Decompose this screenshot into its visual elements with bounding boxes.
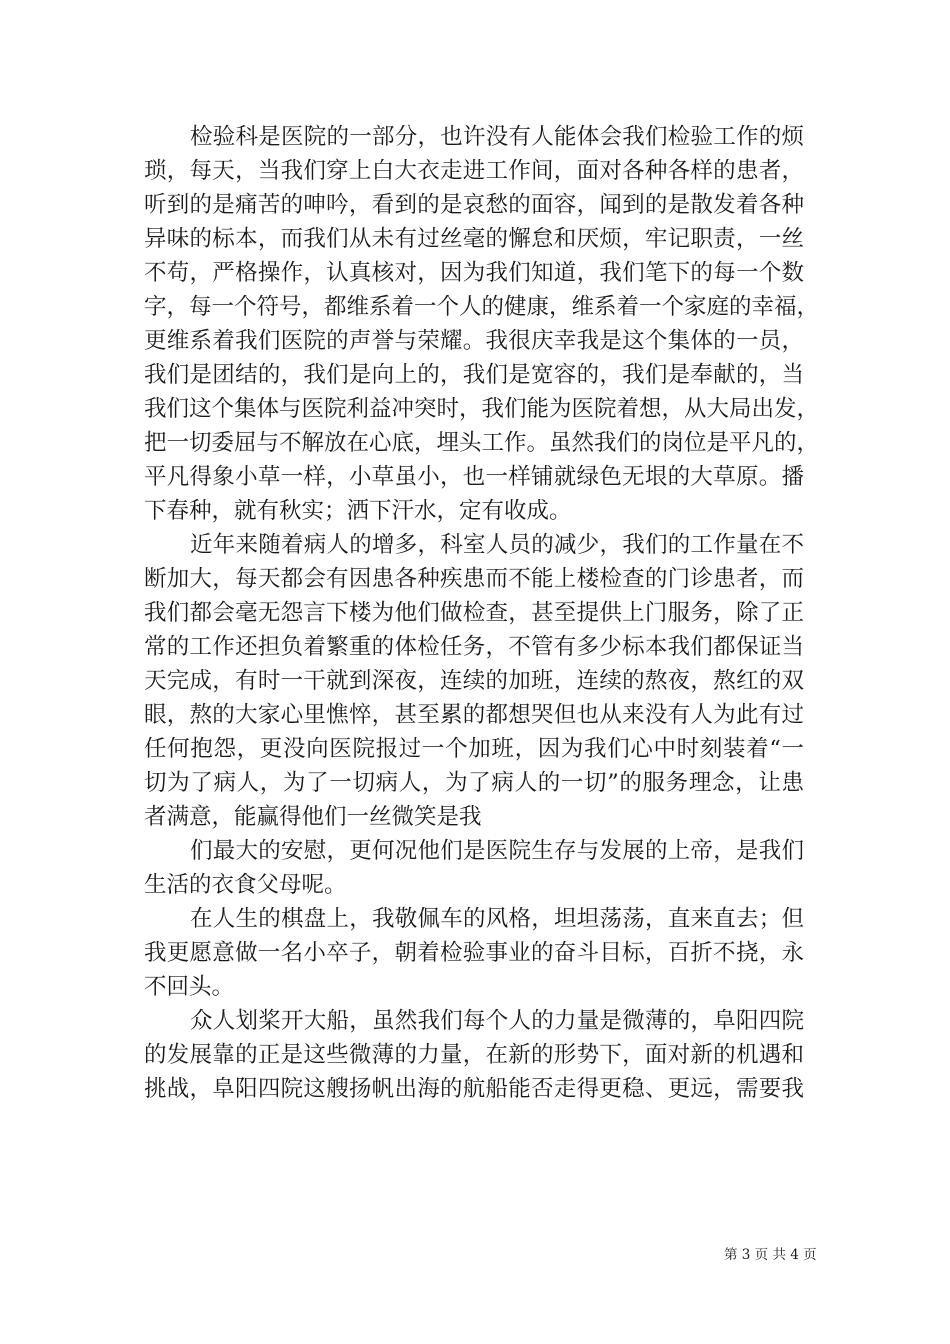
text-line: 把一切委屈与不解放在心底，埋头工作。虽然我们的岗位是平凡的， <box>144 430 820 456</box>
page-number-footer: 第 3 页 共 4 页 <box>724 1247 817 1263</box>
text-line: 者满意，能赢得他们一丝微笑是我 <box>144 804 482 830</box>
document-body <box>144 120 820 1106</box>
paragraph-3 <box>144 834 804 902</box>
text-line: 检验科是医院的一部分，也许没有人能体会我们检验工作的烦 <box>190 124 804 150</box>
text-line: 众人划桨开大船，虽然我们每个人的力量是微薄的，阜阳四院 <box>190 1008 804 1034</box>
paragraph-4 <box>144 902 804 1004</box>
text-line: 任何抱怨，更没向医院报过一个加班，因为我们心中时刻装着“一 <box>144 736 804 762</box>
text-line: 更维系着我们医院的声誉与荣耀。我很庆幸我是这个集体的一员， <box>144 328 804 354</box>
text-line: 琐，每天，当我们穿上白大衣走进工作间，面对各种各样的患者， <box>144 158 804 184</box>
paragraph-2 <box>144 528 804 834</box>
text-line: 眼，熬的大家心里憔悴，甚至累的都想哭但也从来没有人为此有过 <box>144 702 804 728</box>
text-line: 天完成，有时一干就到深夜，连续的加班，连续的熬夜，熬红的双 <box>144 668 804 694</box>
text-line: 常的工作还担负着繁重的体检任务，不管有多少标本我们都保证当 <box>144 634 804 660</box>
text-line: 们最大的安慰，更何况他们是医院生存与发展的上帝，是我们 <box>190 838 804 864</box>
text-line: 听到的是痛苦的呻吟，看到的是哀愁的面容，闻到的是散发着各种 <box>144 192 804 218</box>
text-line: 近年来随着病人的增多，科室人员的减少，我们的工作量在不 <box>190 532 804 558</box>
text-line: 我们这个集体与医院利益冲突时，我们能为医院着想，从大局出发， <box>144 396 820 422</box>
text-line: 的发展靠的正是这些微薄的力量，在新的形势下，面对新的机遇和 <box>144 1042 804 1068</box>
text-line: 断加大，每天都会有因患各种疾患而不能上楼检查的门诊患者，而 <box>144 566 804 592</box>
text-line: 异味的标本，而我们从未有过丝毫的懈怠和厌烦，牢记职责，一丝 <box>144 226 804 252</box>
text-line: 下春种，就有秋实；洒下汗水，定有收成。 <box>144 498 572 524</box>
paragraph-5 <box>144 1004 804 1106</box>
paragraph-1 <box>144 120 820 528</box>
text-line: 我们是团结的，我们是向上的，我们是宽容的，我们是奉献的，当 <box>144 362 804 388</box>
text-line: 在人生的棋盘上，我敬佩车的风格，坦坦荡荡，直来直去；但 <box>190 906 804 932</box>
text-line: 不苟，严格操作，认真核对，因为我们知道，我们笔下的每一个数 <box>144 260 804 286</box>
text-line: 生活的衣食父母呢。 <box>144 872 347 898</box>
text-line: 切为了病人，为了一切病人，为了病人的一切”的服务理念，让患 <box>144 770 804 796</box>
text-line: 我更愿意做一名小卒子，朝着检验事业的奋斗目标，百折不挠，永 <box>144 940 804 966</box>
text-line: 挑战，阜阳四院这艘扬帆出海的航船能否走得更稳、更远，需要我 <box>144 1076 804 1102</box>
text-line: 字，每一个符号，都维系着一个人的健康，维系着一个家庭的幸福， <box>144 294 820 320</box>
text-line: 平凡得象小草一样，小草虽小，也一样铺就绿色无垠的大草原。播 <box>144 464 804 490</box>
text-line: 我们都会毫无怨言下楼为他们做检查，甚至提供上门服务，除了正 <box>144 600 804 626</box>
text-line: 不回头。 <box>144 974 235 1000</box>
